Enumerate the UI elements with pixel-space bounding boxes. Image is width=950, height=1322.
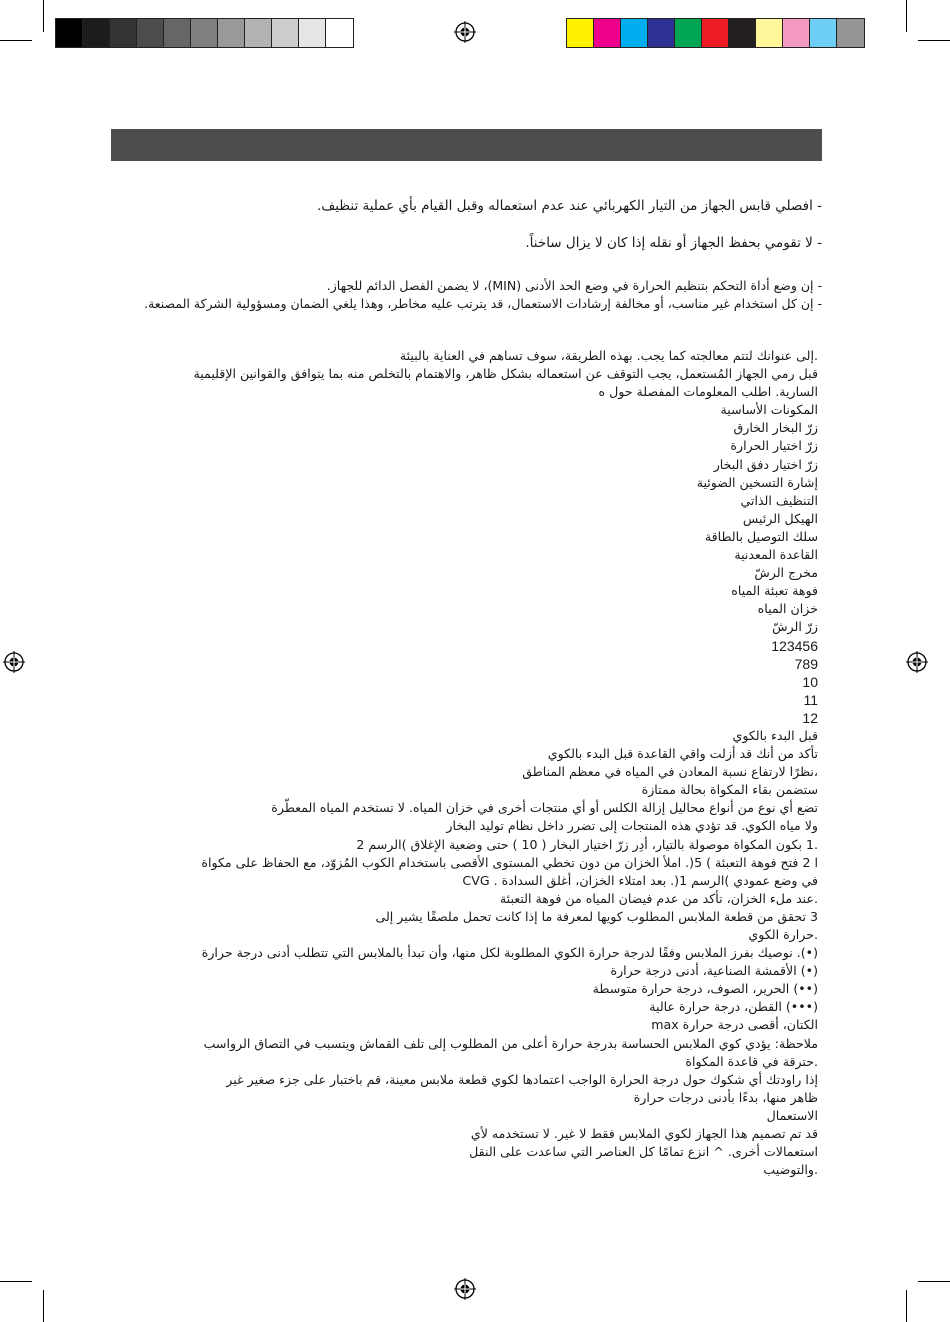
body-line: سلك التوصيل بالطاقة [704,528,818,544]
body-line: (•). نوصيك بفرز الملابس وفقًا لدرجة حرارة الكوي المطلوبة لكل منها، وأن تبدأ بالملابس التي تتطلب أدنى درجة حرارة [201,945,818,961]
color-swatch [675,19,702,47]
body-line: 10 [802,673,818,690]
gray-swatch [56,19,83,47]
crop-mark-bottom-left-h [0,1281,32,1282]
crop-mark-top-left-v [43,0,44,32]
registration-mark-icon [906,651,928,673]
body-line: الكتان، أقصى درجة حرارة max [651,1017,818,1033]
color-swatch [594,19,621,47]
color-swatch [756,19,783,47]
body-line: (•) الأقمشة الصناعية، أدنى درجة حرارة [610,963,818,979]
color-swatch [729,19,756,47]
body-line: المكونات الأساسية [720,402,818,418]
crop-mark-top-right-v [906,0,907,32]
body-line: تأكد من أنك قد أزلت واقي القاعدة قبل البدء بالكوي [547,746,818,762]
gray-swatch [164,19,191,47]
body-line: (••) الحرير، الصوف، درجة حرارة متوسطة [592,981,818,997]
section-header-bar [111,129,822,161]
body-line: استعمالات أخرى. ^ انزع تمامًا كل العناصر التي ساعدت على النقل [469,1144,818,1160]
body-line: .حرارة الكوي [748,927,818,942]
body-line: ا 2 فتح فوهة التعبئة ) 5(. املأ الخزان من دون تخطي المستوى الأقصى باستخدام الكوب المُزوّد، مع الحفاظ على مكواة [201,854,818,870]
gray-swatch [191,19,218,47]
body-line: 789 [794,655,818,672]
color-swatch [648,19,675,47]
body-line: القاعدة المعدنية [734,547,818,563]
body-line: ظاهر منها، بدءًا بأدنى درجات حرارة [633,1089,818,1105]
crop-mark-bottom-left-v [43,1290,44,1322]
registration-mark-icon [454,1278,476,1300]
body-line: السارية. اطلب المعلومات المفصلة حول ه [598,384,818,400]
body-line: الاستعمال [766,1107,818,1123]
color-swatch [567,19,594,47]
body-line: ملاحظة: يؤدي كوي الملابس الحساسة بدرجة حرارة أعلى من المطلوب إلى تلف القماش ويتسبب في التصاق الرواسب [203,1035,818,1051]
body-line: ستضمن بقاء المكواة بحالة ممتازة [641,782,818,798]
body-line: ولا مياه الكوي. قد تؤدي هذه المنتجات إلى تضرر داخل نظام توليد البخار [446,818,818,834]
registration-mark-icon [454,21,476,43]
body-line: قبل البدء بالكوي [732,727,818,743]
body-line: 3 تحقق من قطعة الملابس المطلوب كويها لمعرفة ما إذا كانت تحمل ملصقًا يشير إلى [375,908,818,924]
body-line: إذا راودتك أي شكوك حول درجة الحرارة الواجب اعتمادها لكوي قطعة ملابس معينة، قم باختبار على جزء صغير غير [226,1071,818,1087]
gray-swatch [218,19,245,47]
body-line: (•••) القطن، درجة حرارة عالية [649,999,818,1015]
body-line: التنظيف الذاتي [740,492,818,508]
body-line: 11 [803,691,818,708]
grayscale-color-bar [55,18,354,48]
body-line: ،نظرًا لارتفاع نسبة المعادن في المياه في معظم المناطق [522,764,818,780]
color-swatch [810,19,837,47]
gray-swatch [137,19,164,47]
body-line: الهيكل الرئيس [742,510,818,526]
body-line: .عند ملء الخزان، تأكد من عدم فيضان المياه من فوهة التعبئة [499,890,818,906]
gray-swatch [110,19,137,47]
color-swatch [621,19,648,47]
warning-misuse: - إن كل استخدام غير مناسب، أو مخالفة إرشادات الاستعمال، قد يترتب عليه مخاطر، وهذا يلغي الضمان ومسؤولية الشركة المصنعة. [144,296,822,311]
body-line: في وضع عمودي )الرسم 1(. بعد امتلاء الخزان، أغلق السدادة . CVG [462,872,818,888]
body-line: تضع أي نوع من أنواع محاليل إزالة الكلس أو أي منتجات أخرى في خزان المياه. لا تستخدم المياه المعطّرة [271,800,818,816]
crop-mark-top-left-h [0,40,32,41]
gray-swatch [326,19,353,47]
body-line: 123456 [771,637,818,654]
body-line: .إلى عنوانك لتتم معالجته كما يجب. بهذه الطريقة، سوف تساهم في العناية بالبيئة [399,348,818,363]
body-line: زرّ اختيار دفق البخار [713,456,818,472]
gray-swatch [245,19,272,47]
body-line: قد تم تصميم هذا الجهاز لكوي الملابس فقط لا غير. لا تستخدمه لأي [470,1126,818,1142]
gray-swatch [299,19,326,47]
body-line: خزان المياه [757,601,818,617]
warning-unplug: - افصلي قابس الجهاز من التيار الكهربائي عند عدم استعماله وقبل القيام بأي عملية تنظيف. [316,198,822,214]
crop-mark-bottom-right-v [906,1290,907,1322]
body-line: مخرج الرشّ [754,565,818,581]
body-line: زرّ اختيار الحرارة [730,438,818,454]
body-line: 12 [802,709,818,726]
color-swatch [783,19,810,47]
instructions-body [128,347,818,1179]
body-line: فوهة تعبئة المياه [731,583,818,599]
body-line: إشارة التسخين الضوئية [696,474,818,490]
body-line: قبل رمي الجهاز المُستعمل، يجب التوقف عن استعماله بشكل ظاهر، والاهتمام بالتخلص منه بما يتوافق والقوانين الإقليمية [193,366,818,382]
gray-swatch [272,19,299,47]
body-line: زرّ البخار الخارق [733,420,818,436]
crop-mark-top-right-h [918,40,950,41]
process-color-bar [566,18,865,48]
body-line: .حترقة في قاعدة المكواة [685,1053,818,1069]
warning-min-setting: - إن وضع أداة التحكم بتنظيم الحرارة في وضع الحد الأدنى (MIN)، لا يضمن الفصل الدائم للجهاز. [326,278,822,293]
registration-mark-icon [3,651,25,673]
color-swatch [837,19,864,47]
body-line: زرّ الرشّ [772,619,818,635]
crop-mark-bottom-right-h [918,1281,950,1282]
color-swatch [702,19,729,47]
body-line: .1 بكون المكواة موصولة بالتيار، أدِر زرّ اختيار البخار ( 10 ) حتى وضعية الإغلاق )الرسم 2 [356,836,818,852]
body-line: .والتوضيب [763,1162,818,1178]
gray-swatch [83,19,110,47]
warning-hot-storage: - لا تقومي بحفظ الجهاز أو نقله إذا كان لا يزال ساخناً. [525,235,822,251]
